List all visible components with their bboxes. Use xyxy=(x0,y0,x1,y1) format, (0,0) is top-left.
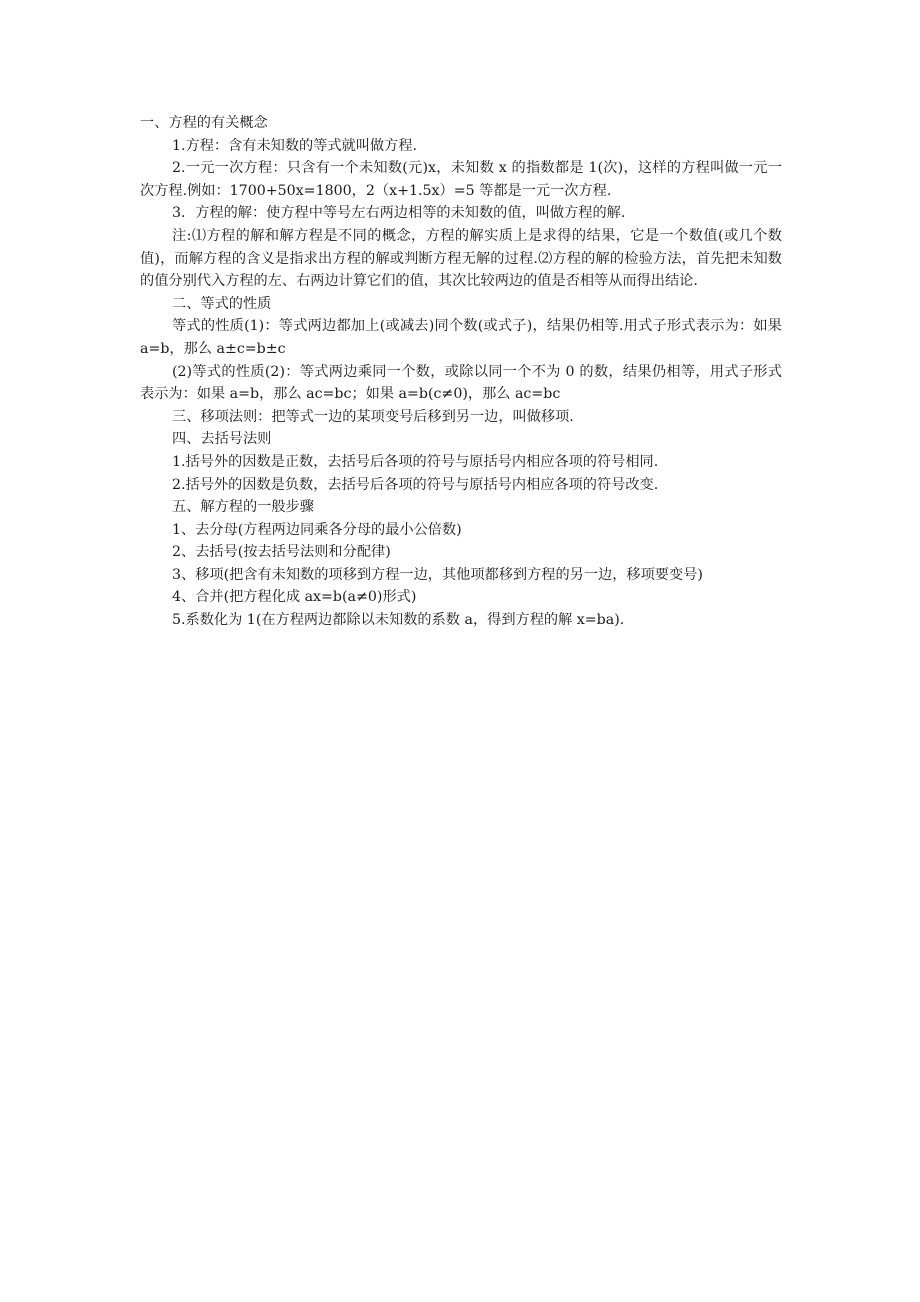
section-5-title: 五、解方程的一般步骤 xyxy=(172,499,314,516)
section-4-title: 四、去括号法则 xyxy=(172,431,272,448)
list-item-step-4: 4、合并(把方程化成 ax=b(a≠0)形式) xyxy=(172,589,417,606)
paragraph-equality-property-2: (2)等式的性质(2)：等式两边乘同一个数，或除以同一个不为 0 的数，结果仍相等，用式子形式表示为：如果 a=b，那么 ac=bc；如果 a=b(c≠0)，那么 ac=bc xyxy=(140,363,782,403)
section-1-title: 一、方程的有关概念 xyxy=(140,115,268,131)
paragraph-bracket-rule-positive: 1.括号外的因数是正数，去括号后各项的符号与原括号内相应各项的符号相同. xyxy=(172,453,659,470)
section-2-title: 二、等式的性质 xyxy=(172,295,272,312)
paragraph-equality-property-1: 等式的性质(1)：等式两边都加上(或减去)同个数(或式子)，结果仍相等.用式子形式表示为：如果 a=b，那么 a±c=b±c xyxy=(140,318,782,357)
list-item-step-5: 5.系数化为 1(在方程两边都除以未知数的系数 a，得到方程的解 x=ba). xyxy=(172,612,625,629)
paragraph-bracket-rule-negative: 2.括号外的因数是负数，去括号后各项的符号与原括号内相应各项的符号改变. xyxy=(172,476,659,493)
list-item-step-2: 2、去括号(按去括号法则和分配律) xyxy=(172,544,391,561)
list-item-step-1: 1、去分母(方程两边同乘各分母的最小公倍数) xyxy=(172,521,462,538)
paragraph-note: 注:⑴方程的解和解方程是不同的概念，方程的解实质上是求得的结果，它是一个数值(或几个数值)，而解方程的含义是指求出方程的解或判断方程无解的过程.⑵方程的解的检验方法，首先把未知数的值分别代入方程的左、右两边计算它们的值，其次比较两边的值是否相等从而得出结论. xyxy=(140,227,782,290)
paragraph-equation-solution: 3．方程的解：使方程中等号左右两边相等的未知数的值，叫做方程的解. xyxy=(172,205,626,222)
paragraph-linear-equation: 2.一元一次方程：只含有一个未知数(元)x，未知数 x 的指数都是 1(次)，这样的方程叫做一元一次方程.例如：1700+50x=1800，2（x+1.5x）=5 等都是一元一次方程. xyxy=(140,160,782,199)
list-item-step-3: 3、移项(把含有未知数的项移到方程一边，其他项都移到方程的另一边，移项要变号) xyxy=(172,566,703,583)
paragraph-equation-definition: 1.方程：含有未知数的等式就叫做方程. xyxy=(172,137,418,154)
document-body xyxy=(140,112,782,632)
section-3-title: 三、移项法则：把等式一边的某项变号后移到另一边，叫做移项. xyxy=(172,408,574,425)
